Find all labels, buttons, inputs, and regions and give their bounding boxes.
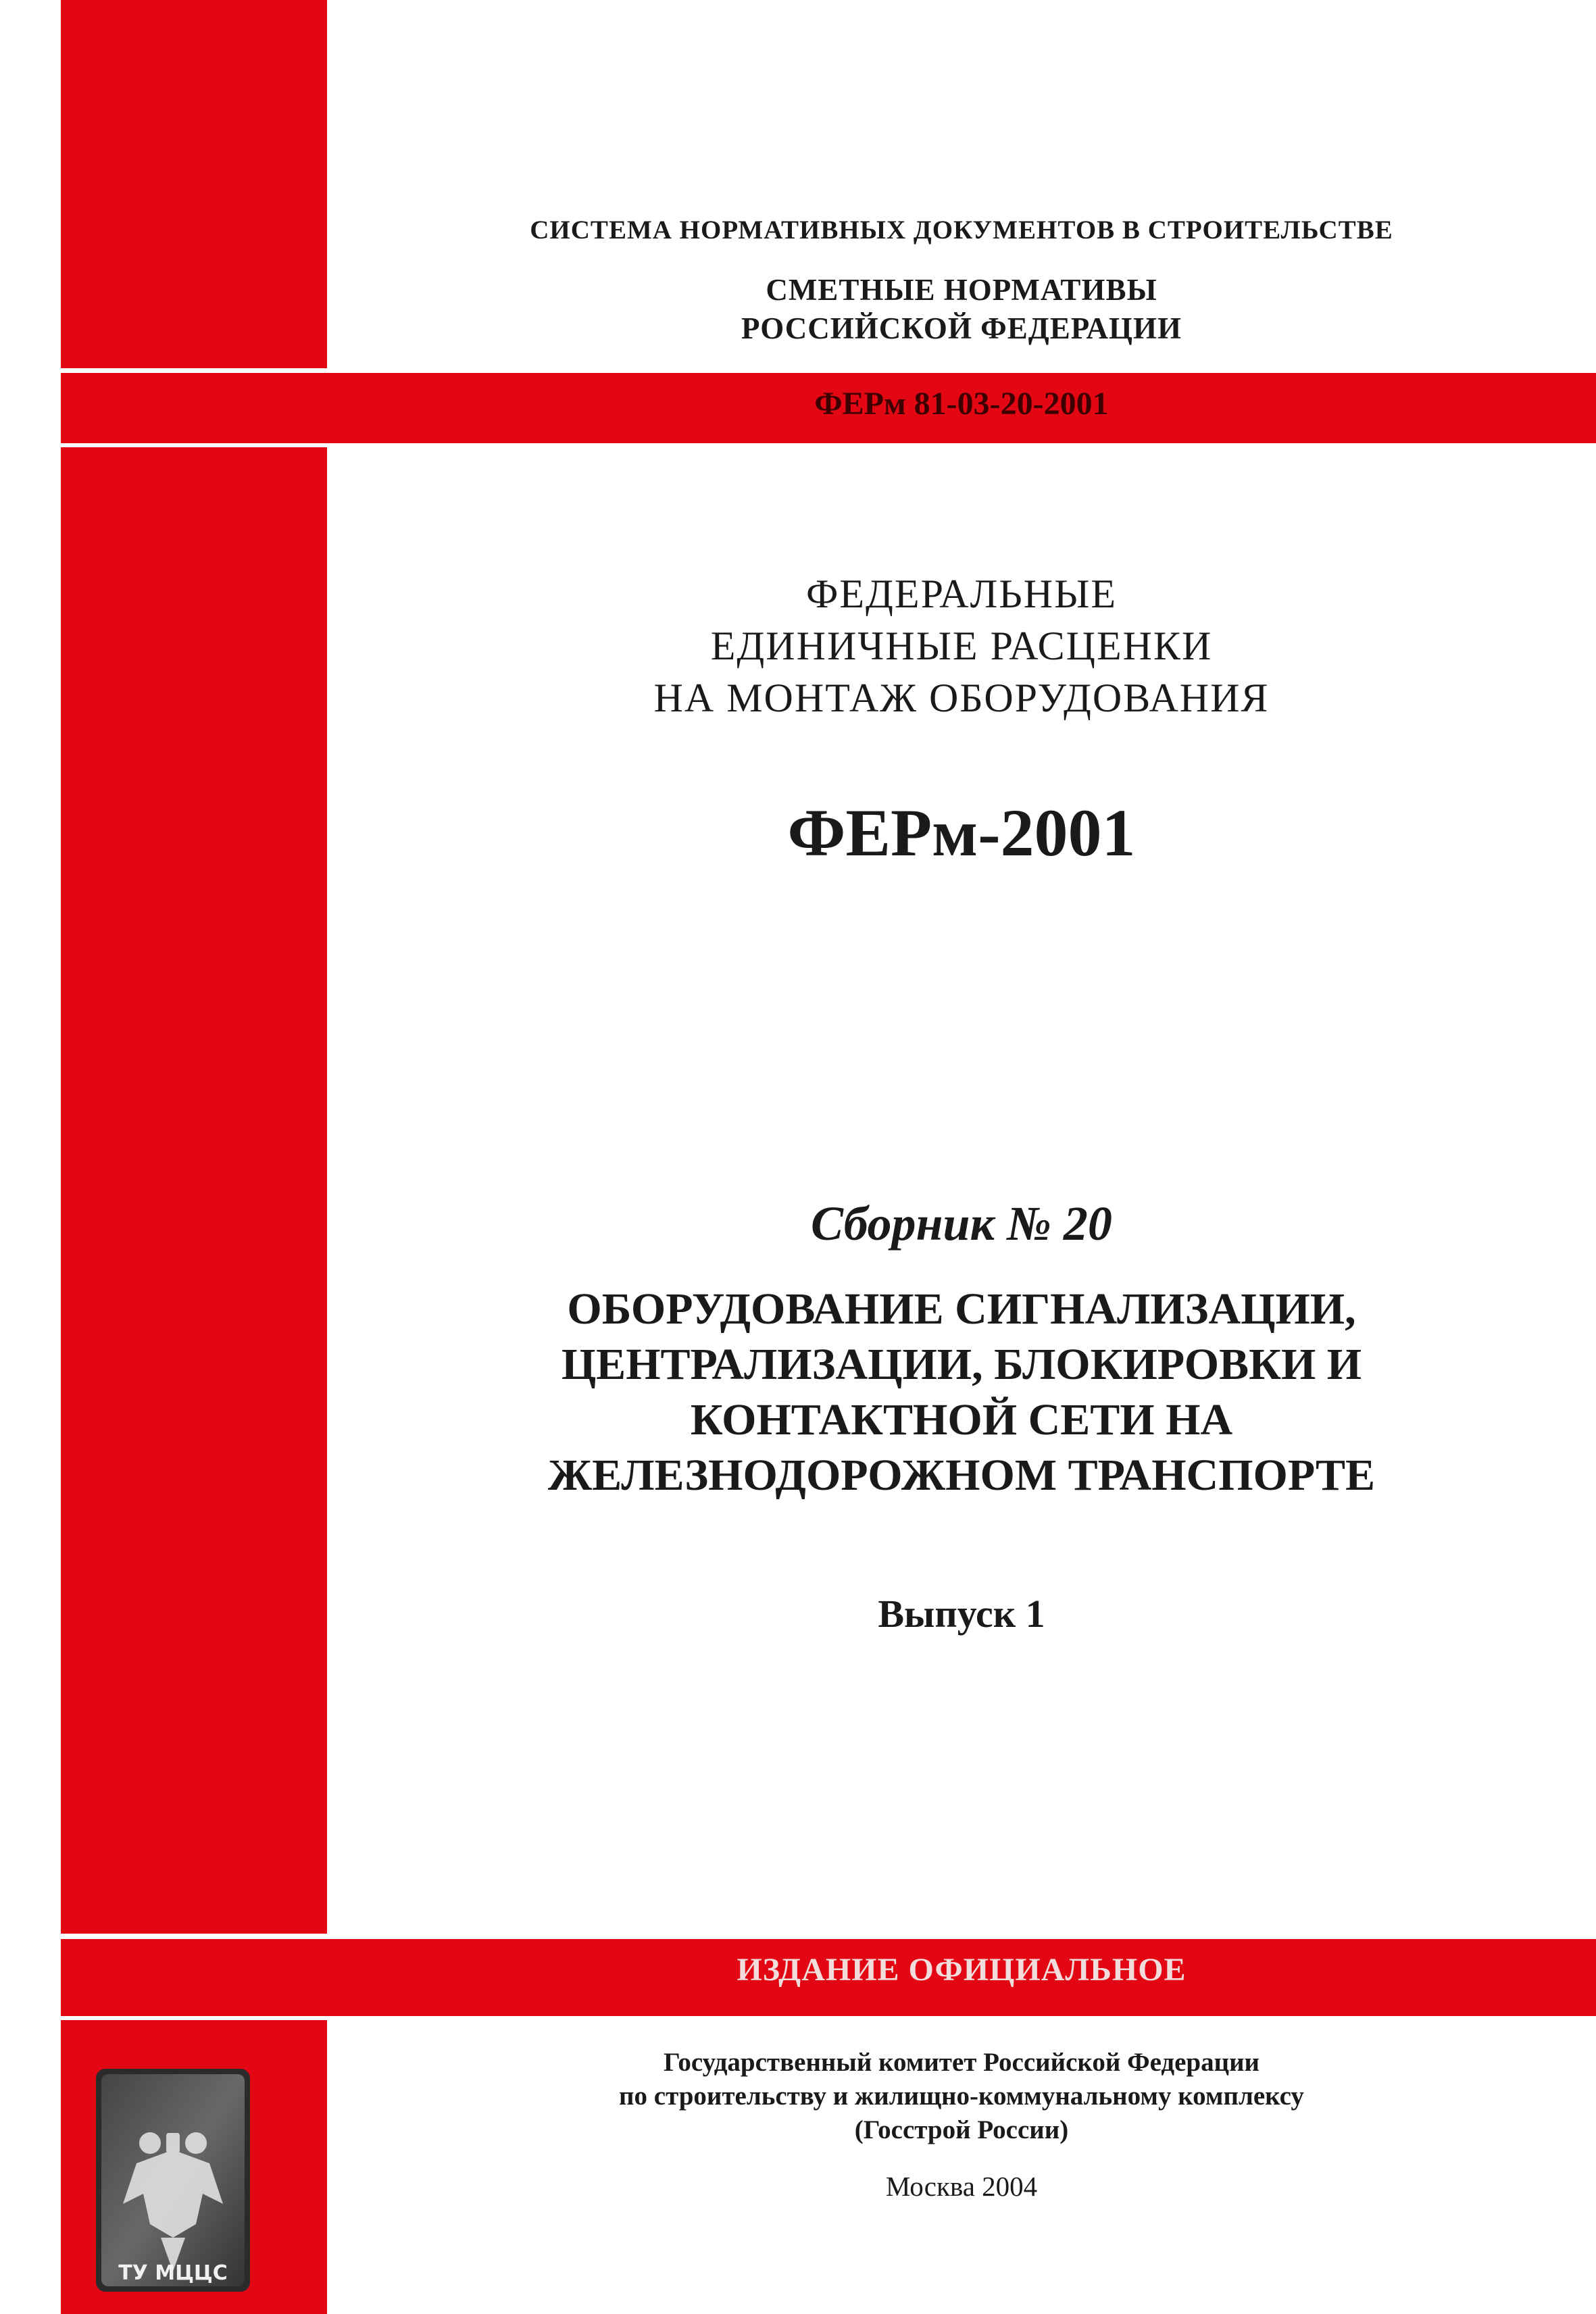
subject-line-2: ЦЕНТРАЛИЗАЦИИ, БЛОКИРОВКИ И (561, 1340, 1362, 1389)
official-edition-label: ИЗДАНИЕ ОФИЦИАЛЬНОЕ (737, 1952, 1187, 1988)
publisher-line-1: Государственный комитет Российской Федерации (663, 2048, 1260, 2077)
system-heading: СИСТЕМА НОРМАТИВНЫХ ДОКУМЕНТОВ В СТРОИТЕЛЬСТВЕ (530, 216, 1393, 245)
subject-line-4: ЖЕЛЕЗНОДОРОЖНОМ ТРАНСПОРТЕ (547, 1451, 1376, 1500)
publisher-line-3: (Госстрой России) (854, 2115, 1069, 2144)
double-headed-eagle-icon (96, 2069, 250, 2292)
red-band-left-middle (61, 447, 327, 1934)
main-title: ФЕРм-2001 (787, 795, 1136, 870)
document-code: ФЕРм 81-03-20-2001 (814, 386, 1109, 422)
title-line-1: ФЕДЕРАЛЬНЫЕ (805, 572, 1118, 616)
title-line-2: ЕДИНИЧНЫЕ РАСЦЕНКИ (710, 624, 1213, 668)
norms-heading-line-2: РОССИЙСКОЙ ФЕДЕРАЦИИ (741, 311, 1182, 345)
publisher-line-2: по строительству и жилищно-коммунальному комплексу (619, 2082, 1304, 2111)
hologram-text: ТУ МЦЦС (118, 2261, 228, 2285)
issue-number: Выпуск 1 (878, 1592, 1045, 1636)
title-line-3: НА МОНТАЖ ОБОРУДОВАНИЯ (653, 676, 1270, 720)
city-year: Москва 2004 (885, 2171, 1038, 2202)
red-band-left-top (61, 0, 327, 368)
collection-number: Сборник № 20 (811, 1197, 1112, 1251)
hologram-sticker (96, 2069, 250, 2292)
subject-line-3: КОНТАКТНОЙ СЕТИ НА (690, 1395, 1233, 1444)
subject-line-1: ОБОРУДОВАНИЕ СИГНАЛИЗАЦИИ, (567, 1284, 1356, 1334)
norms-heading-line-1: СМЕТНЫЕ НОРМАТИВЫ (766, 273, 1157, 307)
